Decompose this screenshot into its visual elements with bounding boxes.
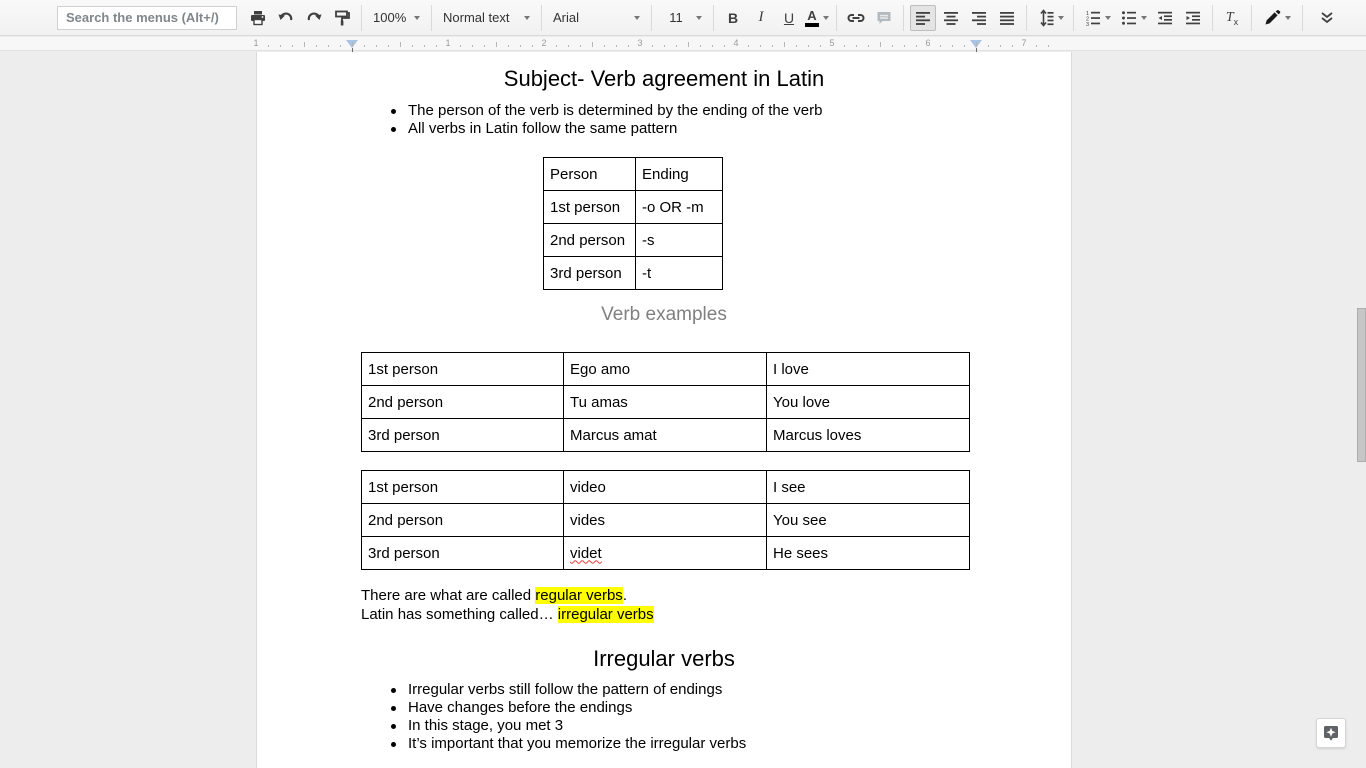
table-cell[interactable]: -o OR -m [636,191,723,224]
bullet-item[interactable]: All verbs in Latin follow the same pattern [389,120,822,138]
bullet-item[interactable]: It’s important that you memorize the irregular verbs [389,735,746,753]
ruler-tick [1036,45,1037,47]
table-row [362,537,970,570]
table-row [362,353,970,386]
table-cell[interactable]: 3rd person [544,257,636,290]
video-table[interactable] [361,470,970,570]
irregular-bullet-list[interactable] [389,681,746,753]
bold-button[interactable] [720,5,746,31]
table-cell[interactable]: Person [544,158,636,191]
ruler-tick [340,45,341,47]
chevron-down-icon [414,16,420,20]
table-cell[interactable]: 2nd person [544,224,636,257]
ruler-tick [556,45,557,47]
italic-button[interactable] [748,5,774,31]
redo-icon [305,9,323,27]
table-row [362,419,970,452]
ruler-tick [280,45,281,47]
paragraph-text: Latin has something called… [361,605,558,623]
ruler-tick [604,45,605,47]
chevron-down-icon [1105,16,1111,20]
table-cell[interactable]: videt [564,537,767,570]
underline-label: U [783,9,795,26]
ruler-tick [760,45,761,47]
ruler-tick [1012,45,1013,47]
document-page[interactable] [256,52,1072,768]
comment-icon [875,9,893,27]
ruler-tick [376,45,377,47]
font-family-select[interactable] [547,5,646,31]
ruler-tick [784,42,785,47]
print-button[interactable] [245,5,271,31]
table-cell[interactable]: -s [636,224,723,257]
table-cell[interactable]: You love [767,386,970,419]
align-left-button[interactable] [910,5,936,31]
toolbar-separator [713,5,714,31]
ruler-tick [292,45,293,47]
ruler-tick [976,42,977,47]
bulleted-list-button[interactable] [1116,5,1150,31]
align-right-button[interactable] [966,5,992,31]
table-cell[interactable]: I see [767,471,970,504]
ruler-tick [808,45,809,47]
table-row [544,224,723,257]
indent-button[interactable] [1180,5,1206,31]
undo-button[interactable] [273,5,299,31]
table-cell[interactable]: vides [564,504,767,537]
chevron-down-icon [1285,16,1291,20]
underline-button[interactable] [776,5,802,31]
ruler-tick [496,42,497,47]
intro-bullet-list[interactable] [389,102,822,138]
svg-text:1: 1 [1085,10,1089,17]
italic-label: I [758,9,764,25]
highlighted-text: regular verbs [535,587,623,604]
font-size-select[interactable] [657,5,708,31]
ruler-tick [304,42,305,47]
ruler-tick [892,45,893,47]
ruler-tick [592,42,593,47]
table-cell[interactable]: Marcus loves [767,419,970,452]
collapse-toolbar-button[interactable] [1314,5,1340,31]
toolbar [0,0,1366,36]
ruler-inch-label: 1 [445,38,451,48]
table-cell[interactable]: video [564,471,767,504]
ruler-tick [460,45,461,47]
ruler-tick [664,45,665,47]
bold-label: B [727,9,739,26]
ruler-tick [484,45,485,47]
table-row [544,257,723,290]
align-right-icon [970,9,988,27]
ruler-inch-label: 2 [541,38,547,48]
ruler-tick [688,42,689,47]
verb-examples-heading[interactable]: Verb examples [601,304,727,325]
insert-link-button[interactable] [843,5,869,31]
toolbar-separator [1073,5,1074,31]
toolbar-separator [836,5,837,31]
collapse-toolbar-icon [1319,10,1335,26]
bulleted-list-icon [1120,9,1138,27]
paragraph-text: . [622,587,627,604]
document-canvas [0,52,1366,768]
paragraph-text: There are what are called [361,587,536,604]
print-icon [249,9,267,27]
amo-table[interactable] [361,352,970,452]
bullet-item[interactable]: Irregular verbs still follow the pattern of endings [389,681,746,699]
chevron-down-icon [524,16,530,20]
ruler-tick [796,45,797,47]
ruler-tick [580,45,581,47]
ruler-tick [364,45,365,47]
ruler-tick [988,45,989,47]
font-size-value: 11 [669,10,683,25]
bullet-item[interactable]: Have changes before the endings [389,699,746,717]
toolbar-separator [431,5,432,31]
ruler-tick [652,45,653,47]
outdent-icon [1156,9,1174,27]
justify-icon [998,9,1016,27]
ruler-inch-label: 5 [829,38,835,48]
paragraph[interactable] [361,606,977,625]
ruler-tick [628,45,629,47]
highlighted-text: irregular verbs [557,605,654,623]
ruler-tick [412,45,413,47]
vertical-scrollbar-thumb[interactable] [1357,308,1366,462]
clear-formatting-button[interactable] [1219,5,1245,31]
ruler-inch-label: 6 [925,38,931,48]
ruler-tick [820,45,821,47]
doc-title[interactable]: Subject- Verb agreement in Latin [503,66,825,91]
table-cell[interactable]: -t [636,257,723,290]
text-color-icon: A [805,9,819,27]
ruler-tick [712,45,713,47]
table-cell[interactable]: Marcus amat [564,419,767,452]
table-cell[interactable]: Tu amas [564,386,767,419]
ruler-tick [388,45,389,47]
clear-formatting-icon: $T_x$ [1225,10,1239,27]
toolbar-separator [1251,5,1252,31]
svg-text:3: 3 [1085,21,1089,27]
toolbar-separator [1302,5,1303,31]
toolbar-separator [541,5,542,31]
ruler-tick [880,42,881,47]
ruler-tick [904,45,905,47]
paint-format-icon [333,9,351,27]
zoom-value: 100% [373,10,407,25]
paragraph[interactable] [361,587,977,606]
ruler-tick [1000,45,1001,47]
align-center-icon [942,9,960,27]
table-row [362,386,970,419]
ruler-tick [916,45,917,47]
editing-mode-button[interactable] [1258,5,1296,31]
ruler-tick [352,42,353,47]
ruler-tick [508,45,509,47]
ruler-tick [532,45,533,47]
table-row [362,471,970,504]
insert-comment-button[interactable] [871,5,897,31]
table-cell[interactable]: 2nd person [362,386,564,419]
line-spacing-button[interactable] [1033,5,1067,31]
ruler[interactable] [0,37,1366,51]
outdent-button[interactable] [1152,5,1178,31]
toolbar-separator [903,5,904,31]
toolbar-separator [1026,5,1027,31]
ruler-tick [868,45,869,47]
ruler-tick [568,45,569,47]
ruler-tick [952,45,953,47]
ruler-tick [748,45,749,47]
ruler-tick [520,45,521,47]
table-cell[interactable]: 2nd person [362,504,564,537]
explore-icon [1322,724,1340,742]
indent-icon [1184,9,1202,27]
regular-verbs-paragraphs[interactable] [361,587,977,624]
table-cell[interactable]: I love [767,353,970,386]
ruler-tick [316,45,317,47]
link-icon [846,9,866,27]
chevron-down-icon [1058,16,1064,20]
table-cell[interactable]: 1st person [362,471,564,504]
align-center-button[interactable] [938,5,964,31]
font-value: Arial [553,10,580,25]
toolbar-separator [651,5,652,31]
table-cell[interactable]: He sees [767,537,970,570]
table-cell[interactable]: Ego amo [564,353,767,386]
chevron-down-icon [696,16,702,20]
toolbar-separator [1212,5,1213,31]
irregular-verbs-heading[interactable]: Irregular verbs [593,646,735,671]
redo-button[interactable] [301,5,327,31]
table-cell[interactable]: 3rd person [362,537,564,570]
ruler-tick [856,45,857,47]
table-cell[interactable]: Ending [636,158,723,191]
numbered-list-button[interactable] [1080,5,1114,31]
align-left-icon [914,9,932,27]
bullet-item[interactable]: In this stage, you met 3 [389,717,746,735]
ruler-inch-label: 7 [1021,38,1027,48]
search-input[interactable] [57,6,237,30]
bullet-item[interactable]: The person of the verb is determined by the ending of the verb [389,102,822,120]
ruler-tick [424,45,425,47]
ruler-tick [724,45,725,47]
style-value: Normal text [443,10,510,25]
toolbar-separator [361,5,362,31]
ruler-tick [964,45,965,47]
line-spacing-icon [1037,9,1055,27]
text-color-button[interactable] [804,5,830,31]
table-cell[interactable]: 3rd person [362,419,564,452]
ruler-tick [844,45,845,47]
svg-text:2: 2 [1085,16,1089,22]
explore-button[interactable] [1316,718,1346,748]
table-cell[interactable]: You see [767,504,970,537]
chevron-down-icon [634,16,640,20]
paragraph-style-select[interactable] [437,5,536,31]
chevron-down-icon [823,16,829,20]
ruler-tick [940,45,941,47]
table-row [362,504,970,537]
ruler-tick [436,45,437,47]
ruler-inch-label: 1 [253,38,259,48]
chevron-down-icon [1141,16,1147,20]
zoom-select[interactable] [367,5,426,31]
ruler-tick [616,45,617,47]
ruler-tick [400,42,401,47]
undo-icon [277,9,295,27]
endings-table[interactable] [543,157,723,290]
table-cell[interactable]: 1st person [362,353,564,386]
ruler-tick [676,45,677,47]
ruler-tick [328,45,329,47]
edit-mode-pen-icon [1263,9,1281,27]
numbered-list-icon [1084,9,1102,27]
paint-format-button[interactable] [329,5,355,31]
ruler-tick [772,45,773,47]
ruler-inch-label: 3 [637,38,643,48]
ruler-tick [1048,45,1049,47]
ruler-tick [700,45,701,47]
ruler-tick [268,45,269,47]
justify-button[interactable] [994,5,1020,31]
table-row [544,191,723,224]
ruler-inch-label: 4 [733,38,739,48]
table-row [544,158,723,191]
ruler-tick [472,45,473,47]
table-cell[interactable]: 1st person [544,191,636,224]
